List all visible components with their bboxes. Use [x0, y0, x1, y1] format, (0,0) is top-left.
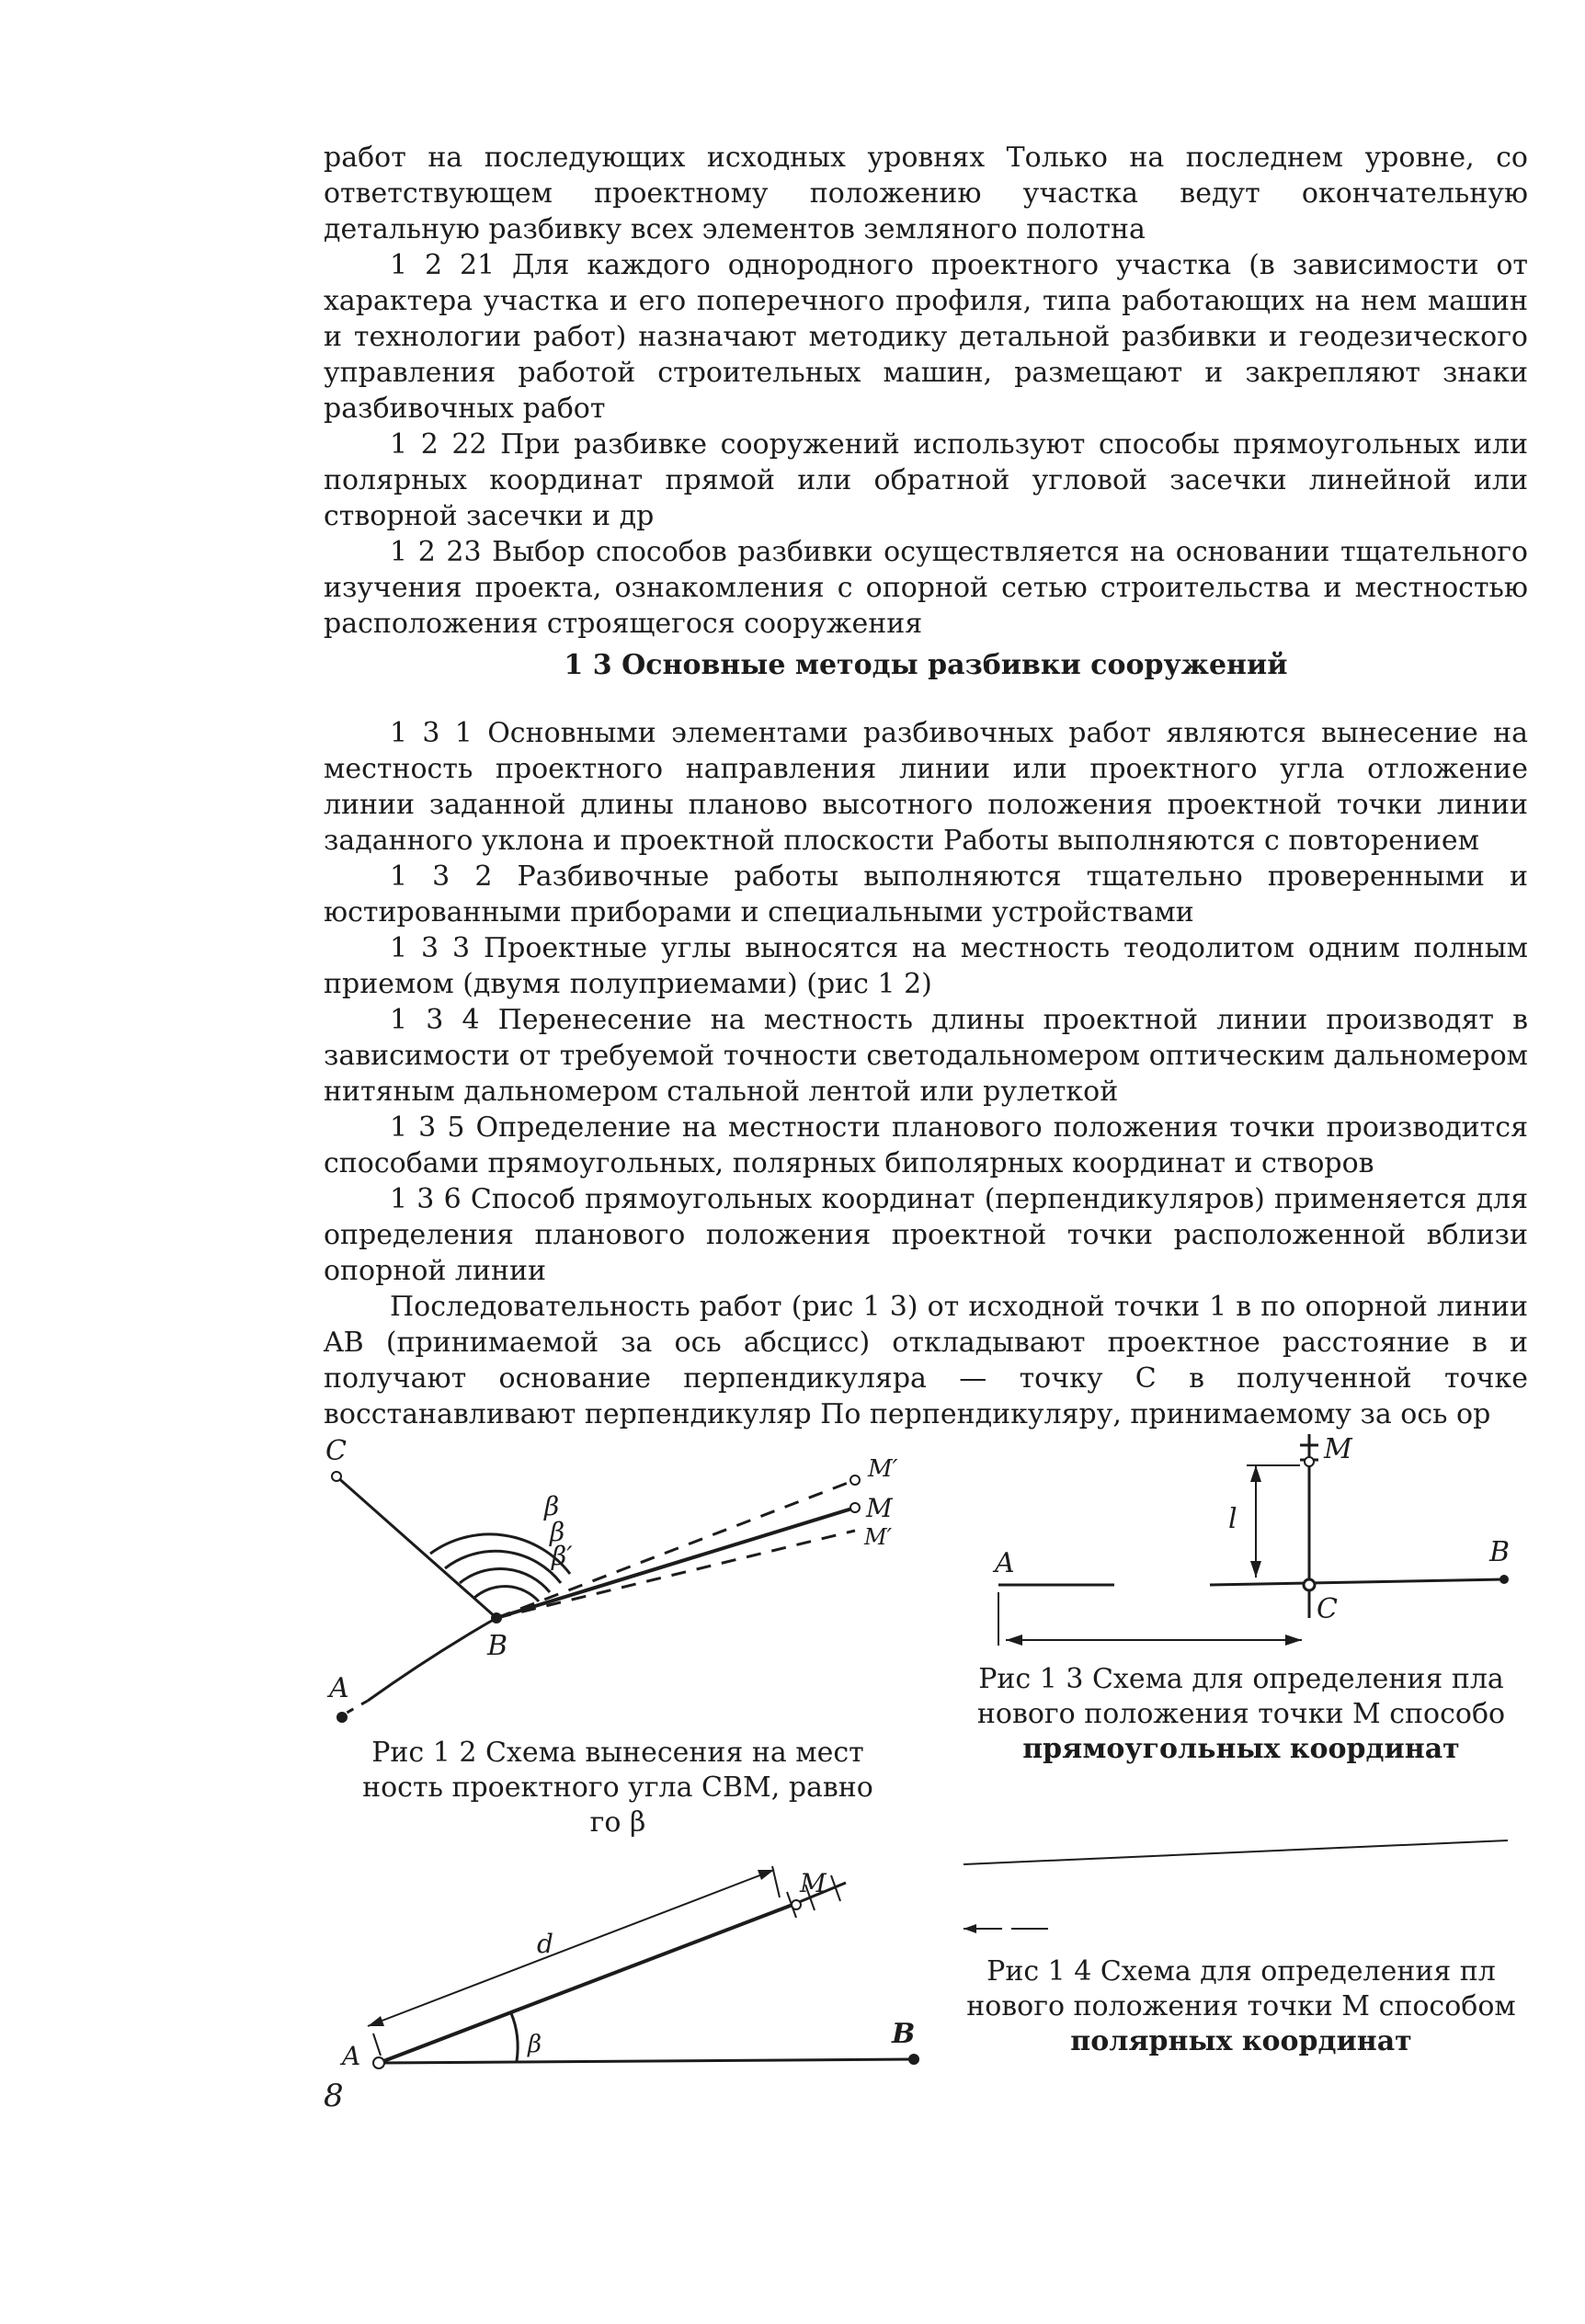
caption-line: полярных координат: [1070, 2025, 1412, 2057]
page-number: 8: [324, 2078, 344, 2114]
paragraph-sequence: Последовательность работ (рис 1 3) от исходной точки 1 в по опорной линии AB (принимаемой за ось абсцисс) откладывают проектное расстояние в и получают основание перпендикуляра — точку C в полученной точке восстанавливают перпендикуляр По перпендикуляру, принимаемому за ось ор: [324, 1291, 1528, 1430]
caption-line: Рис 1 2 Схема вынесения на мест: [371, 1737, 864, 1769]
figure-1-4-caption: [956, 1954, 1526, 2059]
paragraph-continuation: работ на последующих исходных уровнях Только на последнем уровне, со ответствующем проектному положению участка ведут окончательную детальную разбивку всех элементов земляного полотна: [324, 142, 1528, 245]
section-heading: 1 3 Основные методы разбивки сооружений: [564, 649, 1288, 681]
arrow-d-right: [758, 1870, 774, 1880]
label-l: l: [1228, 1503, 1237, 1535]
paragraph-1-3-1: 1 3 1 Основными элементами разбивочных работ являются вынесение на местность проектного направления линии или проектного угла отложение линии заданной длины планово высотного положения проектной точки линии заданного уклона и проектной плоскости Работы выполняются с повторением: [324, 717, 1528, 857]
line-ab: [379, 2059, 914, 2063]
paragraph-1-3-3: 1 3 3 Проектные углы выносятся на местность теодолитом одним полным приемом (двумя полуприемами) (рис 1 2): [324, 932, 1528, 1000]
caption-line: Рис 1 3 Схема для определения пла: [978, 1663, 1504, 1695]
caption-line: ность проектного угла CBM, равно: [362, 1771, 873, 1804]
dim-d-right-ext: [772, 1866, 780, 1897]
paragraph-1-2-21: 1 2 21 Для каждого однородного проектного участка (в зависимости от характера участка и его поперечного профиля, типа работающих на нем машин и технологии работ) назначают методику детальной разбивки и геодезического управления работой строительных машин, размещают и закрепляют знаки разбивочных работ: [324, 249, 1528, 425]
label-a: A: [995, 1547, 1015, 1579]
label-b: B: [892, 2018, 916, 2050]
label-beta-top: β: [544, 1491, 560, 1521]
caption-line: го β: [589, 1806, 646, 1839]
paragraph-1-3-4: 1 3 4 Перенесение на местность длины проектной линии производят в зависимости от требуемой точности светодальномером оптическим дальномером нитяным дальномером стальной лентой или рулеткой: [324, 1004, 1528, 1108]
dim-d-left-ext: [373, 2034, 381, 2056]
caption-line: прямоугольных координат: [1022, 1733, 1460, 1765]
label-c: C: [1317, 1593, 1338, 1625]
label-beta-mid: β: [550, 1517, 565, 1547]
dim-line-d: [368, 1870, 774, 2026]
label-m: M: [1324, 1433, 1352, 1465]
label-c: C: [325, 1435, 347, 1467]
label-beta-prime: β′: [552, 1541, 573, 1571]
point-a: [373, 2057, 384, 2068]
line-am: [379, 1905, 792, 2063]
point-m: [792, 1900, 801, 1909]
label-m-prime-bottom: M′: [864, 1524, 893, 1550]
point-b: [908, 2054, 919, 2065]
label-m: M: [866, 1493, 893, 1523]
paragraph-1-3-2: 1 3 2 Разбивочные работы выполняются тщательно проверенными и юстированными приборами и специальными устройствами: [324, 860, 1528, 928]
label-beta: β: [528, 2031, 542, 2058]
paragraph-1-2-22: 1 2 22 При разбивке сооружений используют способы прямоугольных или полярных координат прямой или обратной угловой засечки линейной или створной засечки и др: [324, 428, 1528, 532]
arrow-d-left: [368, 2016, 384, 2026]
label-m: M: [800, 1868, 827, 1898]
caption-line: нового положения точки M способо: [976, 1698, 1506, 1730]
label-b: B: [487, 1630, 508, 1662]
paragraph-1-3-5: 1 3 5 Определение на местности планового положения точки производится способами прямоугольных, полярных биполярных координат и створов: [324, 1111, 1528, 1179]
arc-beta: [511, 2013, 518, 2061]
label-m-prime-top: M′: [868, 1455, 898, 1483]
label-a: A: [329, 1672, 349, 1704]
caption-line: Рис 1 4 Схема для определения пл: [986, 1955, 1496, 1988]
label-a: A: [342, 2041, 361, 2071]
paragraph-1-2-23: 1 2 23 Выбор способов разбивки осуществляется на основании тщательного изучения проекта, ознакомления с опорной сетью строительства и местностью расположения строящегося сооружения: [324, 536, 1528, 640]
label-d: d: [537, 1929, 553, 1959]
label-b: B: [1489, 1536, 1511, 1568]
paragraph-1-3-6: 1 3 6 Способ прямоугольных координат (перпендикуляров) применяется для определения планового положения проектной точки расположенной вблизи опорной линии: [324, 1183, 1528, 1287]
caption-line: нового положения точки M способом: [966, 1990, 1516, 2022]
